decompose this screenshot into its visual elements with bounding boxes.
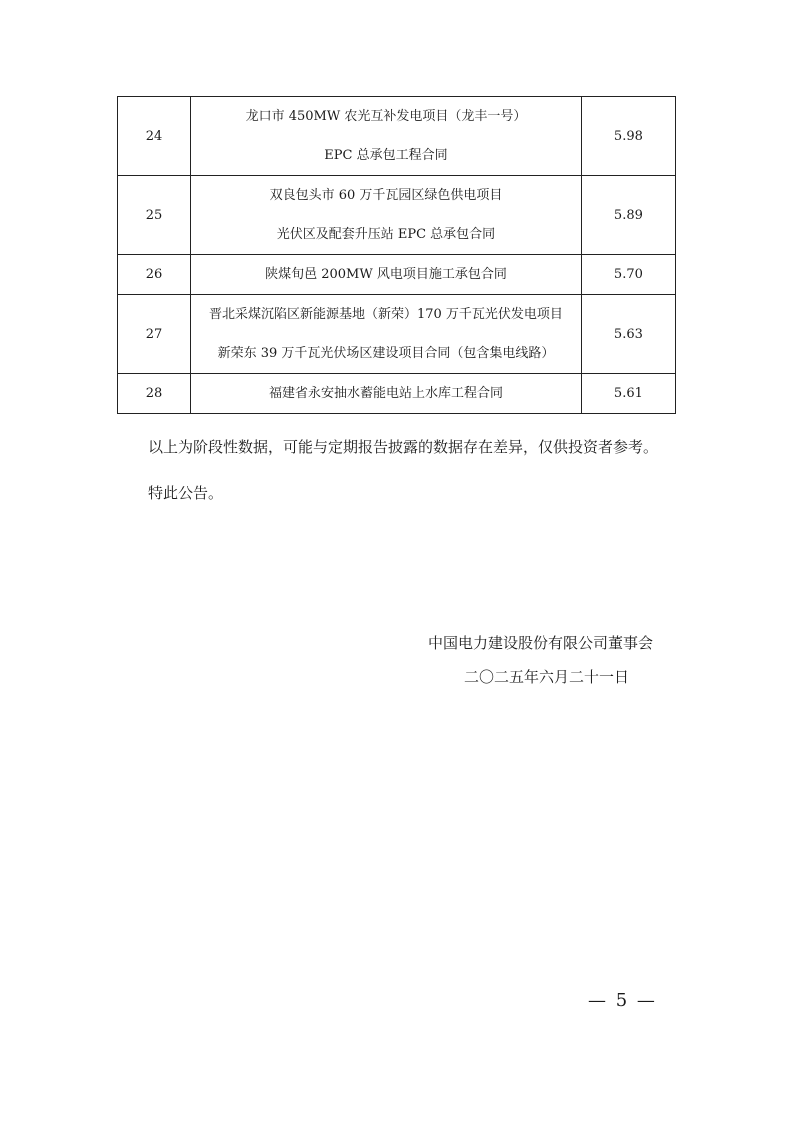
row-number-cell: 25	[118, 176, 191, 255]
disclaimer-note: 以上为阶段性数据，可能与定期报告披露的数据存在差异，仅供投资者参考。	[148, 438, 659, 456]
contract-name-line: 双良包头市 60 万千瓦园区绿色供电项目	[269, 188, 503, 203]
contract-name-line: 陕煤旬邑 200MW 风电项目施工承包合同	[265, 267, 507, 282]
row-number-cell: 26	[118, 255, 191, 295]
contract-name-cell	[191, 255, 582, 295]
contract-name-cell	[191, 176, 582, 255]
signature-date: 二〇二五年六月二十一日	[464, 668, 630, 686]
table-row	[118, 176, 676, 255]
table-row	[118, 295, 676, 374]
contract-amount-cell: 5.63	[581, 295, 675, 374]
contract-name-line: 龙口市 450MW 农光互补发电项目（龙丰一号）	[245, 109, 527, 124]
table-row	[118, 374, 676, 414]
contract-name-line: 福建省永安抽水蓄能电站上水库工程合同	[268, 386, 503, 401]
contract-name-cell	[191, 97, 582, 176]
signer-organization: 中国电力建设股份有限公司董事会	[428, 634, 654, 652]
contract-amount-cell: 5.89	[581, 176, 675, 255]
contract-name-line: 光伏区及配套升压站 EPC 总承包合同	[276, 227, 496, 242]
contract-name-cell	[191, 374, 582, 414]
row-number-cell: 28	[118, 374, 191, 414]
table-row	[118, 97, 676, 176]
page-number: — 5 —	[588, 990, 657, 1011]
closing-statement: 特此公告。	[148, 484, 224, 502]
contract-amount-cell: 5.70	[581, 255, 675, 295]
contract-amount-cell: 5.61	[581, 374, 675, 414]
row-number-cell: 27	[118, 295, 191, 374]
contract-name-line: EPC 总承包工程合同	[324, 148, 448, 163]
contract-name-cell	[191, 295, 582, 374]
table-row	[118, 255, 676, 295]
contract-name-line: 晋北采煤沉陷区新能源基地（新荣）170 万千瓦光伏发电项目	[208, 307, 563, 322]
row-number-cell: 24	[118, 97, 191, 176]
contract-table	[117, 96, 676, 414]
contract-name-line: 新荣东 39 万千瓦光伏场区建设项目合同（包含集电线路）	[217, 346, 555, 361]
contract-amount-cell: 5.98	[581, 97, 675, 176]
